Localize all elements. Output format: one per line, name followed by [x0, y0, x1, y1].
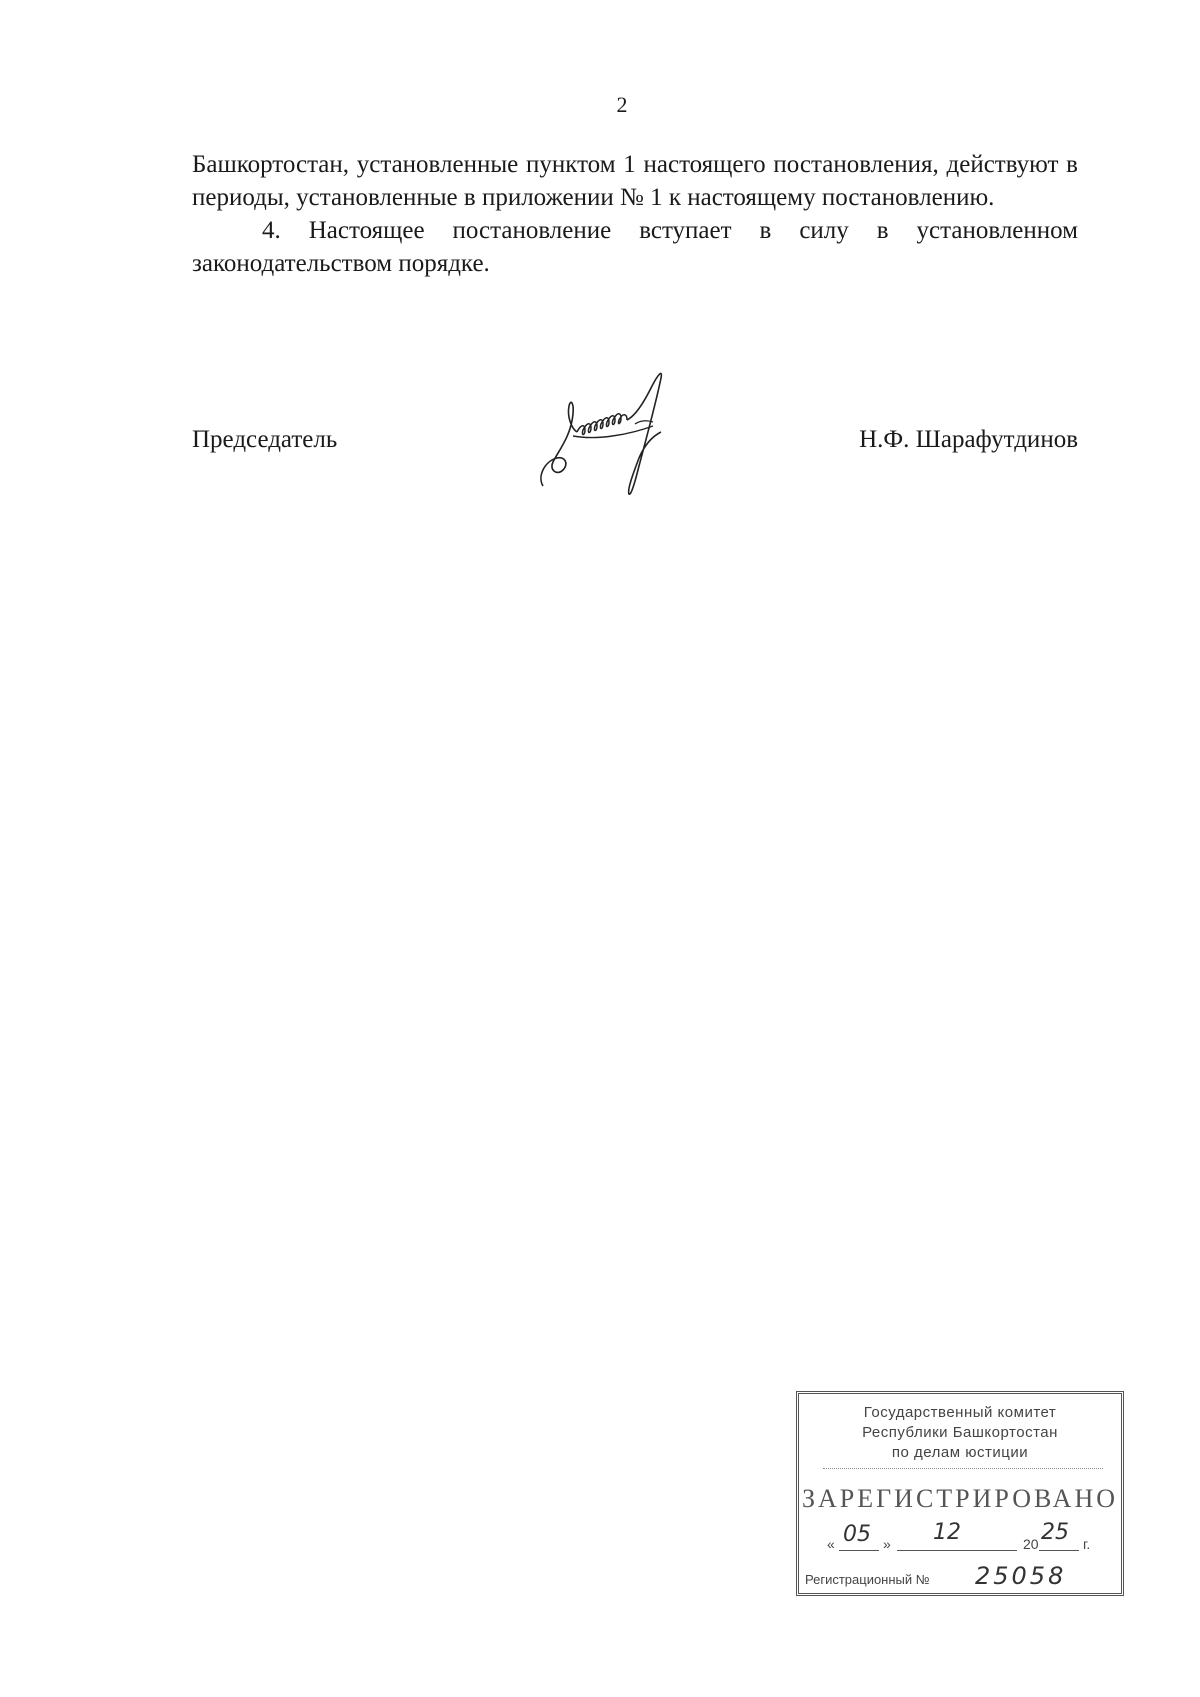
- stamp-registration-number: [805, 1562, 1115, 1592]
- page-number: 2: [616, 92, 628, 117]
- stamp-date-year-unit: г.: [1083, 1536, 1091, 1552]
- handwritten-signature: [535, 366, 705, 506]
- stamp-date-day-line: [839, 1550, 879, 1551]
- stamp-date-month-line: [897, 1550, 1017, 1551]
- paragraph-continuation: Башкортостан, установленные пунктом 1 настоящего постановления, действуют в периоды, установленные в приложении № 1 к настоящему постановлению.: [192, 151, 1078, 211]
- stamp-date-year-line: [1039, 1550, 1079, 1551]
- stamp-date-close-quote: »: [883, 1536, 891, 1552]
- document-body: [192, 148, 1078, 280]
- stamp-registered-label: ЗАРЕГИСТРИРОВАНО: [802, 1484, 1118, 1513]
- registration-stamp: [796, 1391, 1124, 1596]
- paragraph-item-4: 4. Настоящее постановление вступает в силу в установленном законодательством порядке.: [192, 217, 1078, 277]
- stamp-date-month: 12: [933, 1520, 961, 1545]
- stamp-reg-number: 25058: [975, 1562, 1067, 1590]
- stamp-divider: [823, 1468, 1103, 1469]
- stamp-date-year-prefix: 20: [1023, 1536, 1039, 1552]
- signatory-title: Председатель: [192, 426, 338, 453]
- stamp-date-year-suffix: 25: [1041, 1520, 1069, 1545]
- stamp-authority-line-2: Республики Башкортостан: [862, 1424, 1058, 1441]
- stamp-authority-line-3: по делам юстиции: [891, 1444, 1029, 1461]
- stamp-date-day: 05: [843, 1522, 871, 1547]
- stamp-date-open-quote: «: [827, 1536, 835, 1552]
- stamp-reg-label: Регистрационный №: [805, 1572, 930, 1587]
- stamp-date: [827, 1520, 1107, 1554]
- signatory-name: Н.Ф. Шарафутдинов: [859, 426, 1078, 453]
- stamp-authority-line-1: Государственный комитет: [863, 1404, 1057, 1421]
